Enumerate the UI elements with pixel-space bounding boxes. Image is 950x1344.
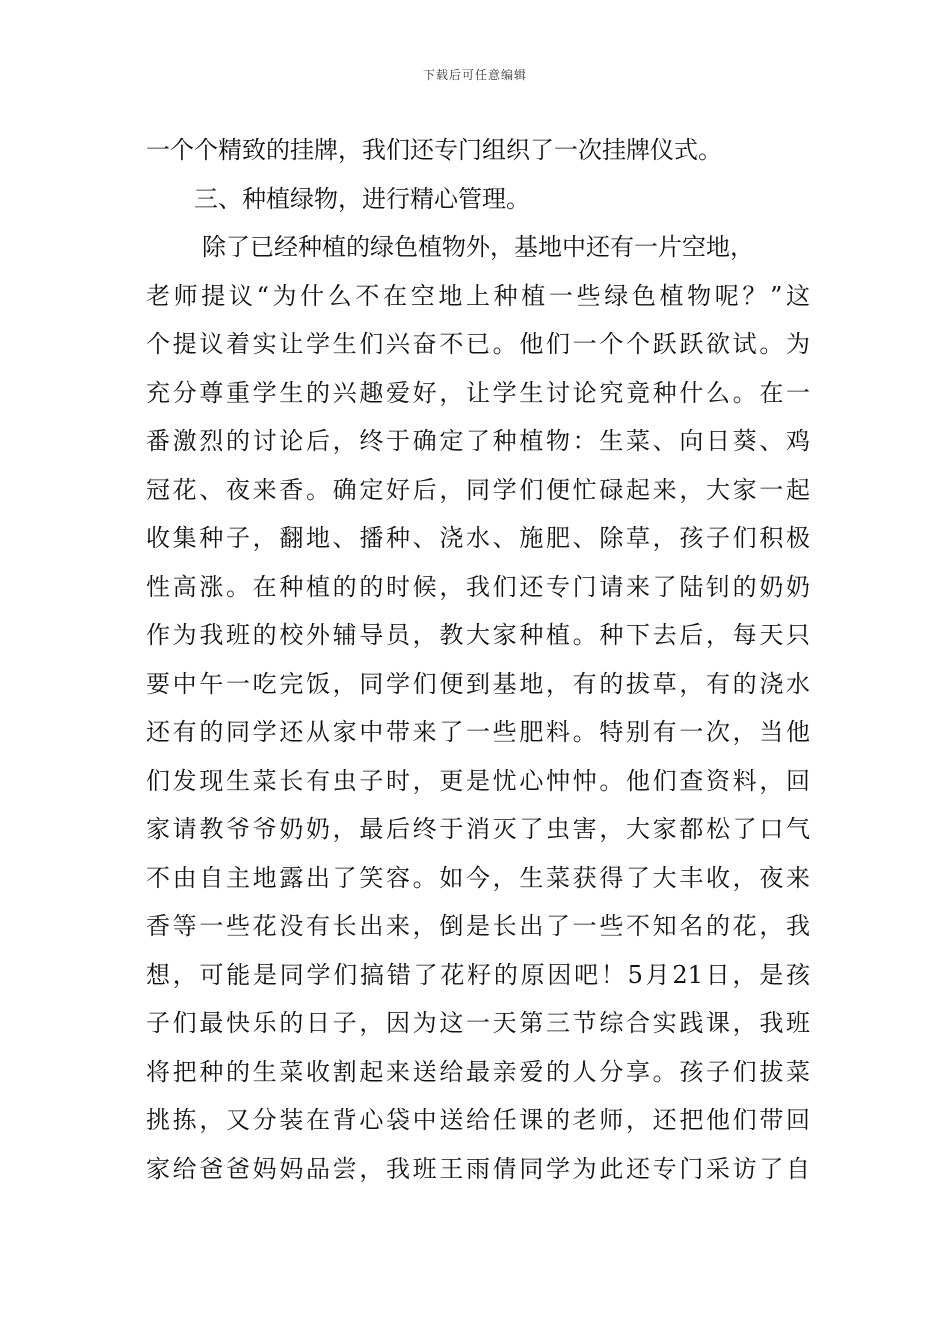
text-line: 家请教爷爷奶奶，最后终于消灭了虫害，大家都松了口气 xyxy=(146,815,810,843)
text-line: 不由自主地露出了笑容。如今，生菜获得了大丰收，夜来 xyxy=(146,863,810,892)
text-line: 收集种子，翻地、播种、浇水、施肥、除草，孩子们积极 xyxy=(146,524,810,552)
text-line: 子们最快乐的日子，因为这一天第三节综合实践课，我班 xyxy=(146,1009,810,1037)
text-line: 还有的同学还从家中带来了一些肥料。特别有一次，当他 xyxy=(146,718,810,746)
text-line: 冠花、夜来香。确定好后，同学们便忙碌起来，大家一起 xyxy=(146,475,810,504)
text-line: 挑拣，又分装在背心袋中送给任课的老师，还把他们带回 xyxy=(146,1106,810,1134)
text-line: 一个个精致的挂牌，我们还专门组织了一次挂牌仪式。 xyxy=(146,136,722,164)
text-line: 性高涨。在种植的的时候，我们还专门请来了陆钊的奶奶 xyxy=(146,572,810,601)
document-body xyxy=(146,126,810,1193)
text-line: 作为我班的校外辅导员，教大家种植。种下去后，每天只 xyxy=(146,621,810,649)
text-line: 们发现生菜长有虫子时，更是忧心忡忡。他们查资料，回 xyxy=(146,766,810,795)
text-line: 家给爸爸妈妈品尝，我班王雨倩同学为此还专门采访了自 xyxy=(146,1154,810,1183)
text-line: 老师提议“为什么不在空地上种植一些绿色植物呢？”这 xyxy=(146,281,810,310)
section-heading: 三、种植绿物，进行精心管理。 xyxy=(194,184,530,213)
text-line: 充分尊重学生的兴趣爱好，让学生讨论究竟种什么。在一 xyxy=(146,378,810,407)
text-line: 除了已经种植的绿色植物外，基地中还有一片空地， xyxy=(202,233,754,261)
text-line: 个提议着实让学生们兴奋不已。他们一个个跃跃欲试。为 xyxy=(146,330,810,358)
page-header: 下载后可任意编辑 xyxy=(422,68,527,82)
text-line: 想，可能是同学们搞错了花籽的原因吧！5月21日，是孩 xyxy=(146,960,810,989)
text-line: 将把种的生菜收割起来送给最亲爱的人分享。孩子们拔菜 xyxy=(146,1057,810,1086)
text-line: 香等一些花没有长出来，倒是长出了一些不知名的花，我 xyxy=(146,912,810,940)
text-line: 要中午一吃完饭，同学们便到基地，有的拔草，有的浇水 xyxy=(146,669,810,698)
text-line: 番激烈的讨论后，终于确定了种植物：生菜、向日葵、鸡 xyxy=(146,427,810,455)
